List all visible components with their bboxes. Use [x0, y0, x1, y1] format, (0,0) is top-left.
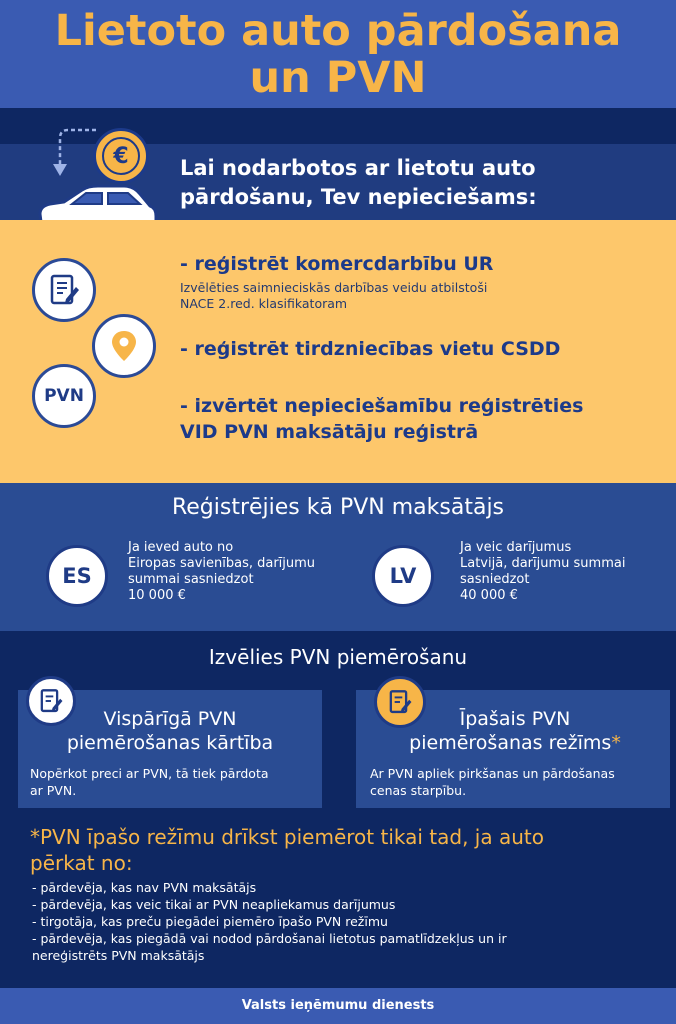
special-regime-text [370, 765, 666, 799]
list-item: nereģistrēts PVN maksātājs [32, 948, 205, 963]
page-title [0, 8, 676, 102]
es-condition [128, 540, 315, 604]
requirement-1-note [180, 280, 487, 312]
page-title-line2: un PVN [249, 53, 427, 103]
special-title-line2: piemērošanas režīms [409, 732, 612, 754]
general-text-line1: Nopērkot preci ar PVN, tā tiek pārdota [30, 766, 269, 781]
general-regime-title [30, 707, 310, 755]
es-line: summai sasniedzot [128, 572, 254, 587]
special-regime-title [370, 707, 660, 755]
special-regime-conditions [32, 880, 652, 965]
footer-text: Valsts ieņēmumu dienests [241, 998, 435, 1013]
requirement-3 [180, 393, 583, 445]
lv-badge [372, 545, 434, 607]
es-threshold: 10 000 € [128, 588, 186, 603]
special-title-line1: Īpašais PVN [459, 708, 571, 730]
es-line: Ja ieved auto no [128, 540, 234, 555]
choose-title: Izvēlies PVN piemērošanu [208, 645, 468, 669]
list-item: - tirgotāja, kas preču piegādei piemēro īpašo PVN režīmu [32, 914, 388, 929]
lv-badge-text: LV [389, 564, 417, 588]
special-text-line2: cenas starpību. [370, 783, 467, 798]
general-title-line2: piemērošanas kārtība [66, 732, 274, 754]
lv-threshold: 40 000 € [460, 588, 518, 603]
lv-line: Latvijā, darījumu summai [460, 556, 626, 571]
list-item: - pārdevēja, kas veic tikai ar PVN neapliekamus darījumus [32, 897, 396, 912]
euro-symbol: € [113, 143, 129, 169]
requirement-1-note-line1: Izvēlēties saimnieciskās darbības veidu atbilstoši [180, 280, 488, 295]
note-title-line1: *PVN īpašo režīmu drīkst piemērot tikai tad, ja auto [30, 825, 544, 849]
special-asterisk: * [611, 732, 621, 754]
register-title: Reģistrējies kā PVN maksātājs [171, 495, 505, 520]
es-badge [46, 545, 108, 607]
lv-condition [460, 540, 625, 604]
requirement-3-line2: VID PVN maksātāju reģistrā [180, 421, 479, 443]
note-title-line2: pērkat no: [30, 851, 133, 875]
lv-line: sasniedzot [460, 572, 530, 587]
requirement-1: - reģistrēt komercdarbību UR [180, 253, 494, 275]
requirement-2: - reģistrēt tirdzniecības vietu CSDD [180, 338, 561, 360]
pvn-badge-text: PVN [44, 386, 84, 406]
lv-line: Ja veic darījumus [460, 540, 572, 555]
list-item: - pārdevēja, kas nav PVN maksātājs [32, 880, 257, 895]
special-regime-note-title [30, 824, 650, 876]
location-pin-icon [92, 314, 156, 378]
requirement-3-line1: - izvērtēt nepieciešamību reģistrēties [180, 395, 584, 417]
document-pen-icon [32, 258, 96, 322]
list-item: - pārdevēja, kas piegādā vai nodod pārdošanai lietotus pamatlīdzekļus un ir [32, 931, 507, 946]
intro-title [180, 154, 660, 212]
es-line: Eiropas savienības, darījumu [128, 556, 316, 571]
general-title-line1: Vispārīgā PVN [103, 708, 237, 730]
euro-coin-icon [93, 128, 149, 184]
intro-title-line2: pārdošanu, Tev nepieciešams: [180, 185, 537, 209]
general-regime-text [30, 765, 318, 799]
es-badge-text: ES [62, 564, 92, 588]
pvn-badge [32, 364, 96, 428]
requirement-1-note-line2: NACE 2.red. klasifikatoram [180, 296, 348, 311]
page-title-line1: Lietoto auto pārdošana [54, 6, 622, 56]
general-text-line2: ar PVN. [30, 783, 77, 798]
intro-title-line1: Lai nodarbotos ar lietotu auto [180, 156, 536, 180]
special-text-line1: Ar PVN apliek pirkšanas un pārdošanas [370, 766, 615, 781]
